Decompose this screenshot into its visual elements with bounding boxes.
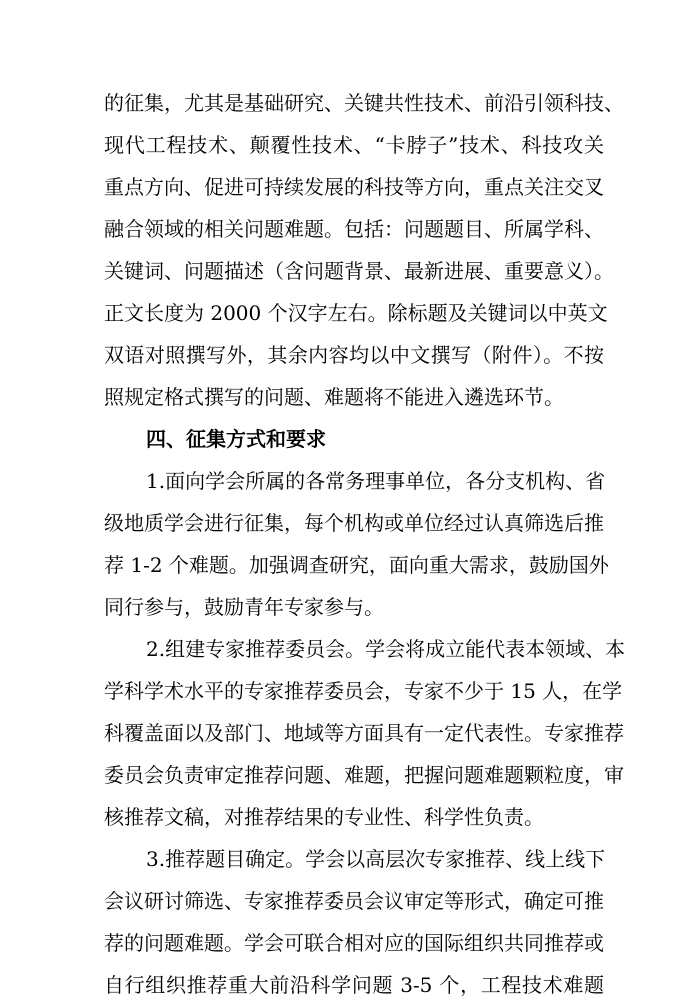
body-text-line: 级地质学会进行征集，每个机构或单位经过认真筛选后推 — [104, 511, 604, 535]
body-text-line: 荐 1-2 个难题。加强调查研究，面向重大需求，鼓励国外 — [104, 553, 609, 577]
body-text-line: 会议研讨筛选、专家推荐委员会议审定等形式，确定可推 — [104, 889, 604, 913]
body-text-line: 的征集，尤其是基础研究、关键共性技术、前沿引领科技、 — [104, 91, 624, 115]
body-text-line: 双语对照撰写外，其余内容均以中文撰写（附件）。不按 — [104, 343, 604, 367]
body-text-line: 核推荐文稿，对推荐结果的专业性、科学性负责。 — [104, 805, 544, 829]
body-text-line: 委员会负责审定推荐问题、难题，把握问题难题颗粒度，审 — [104, 763, 624, 787]
body-text-line: 融合领域的相关问题难题。包括：问题题目、所属学科、 — [104, 217, 604, 241]
body-text-line: 关键词、问题描述（含问题背景、最新进展、重要意义）。 — [104, 259, 614, 283]
body-text-line: 1.面向学会所属的各常务理事单位，各分支机构、省 — [146, 469, 606, 493]
body-text-line: 2.组建专家推荐委员会。学会将成立能代表本领域、本 — [146, 637, 626, 661]
body-text-line: 科覆盖面以及部门、地域等方面具有一定代表性。专家推荐 — [104, 721, 624, 745]
body-text-line: 自行组织推荐重大前沿科学问题 3-5 个，工程技术难题 — [104, 973, 604, 997]
body-text-line: 现代工程技术、颠覆性技术、“卡脖子”技术、科技攻关 — [104, 133, 604, 157]
body-text-line: 荐的问题难题。学会可联合相对应的国际组织共同推荐或 — [104, 931, 604, 955]
body-text-line: 同行参与，鼓励青年专家参与。 — [104, 595, 384, 619]
body-text-line: 重点方向、促进可持续发展的科技等方向，重点关注交叉 — [104, 175, 604, 199]
body-text-line: 3.推荐题目确定。学会以高层次专家推荐、线上线下 — [146, 847, 606, 871]
body-text-line: 学科学术水平的专家推荐委员会，专家不少于 15 人，在学 — [104, 679, 623, 703]
body-text-line: 正文长度为 2000 个汉字左右。除标题及关键词以中英文 — [104, 301, 608, 325]
body-text-line: 照规定格式撰写的问题、难题将不能进入遴选环节。 — [104, 385, 564, 409]
section-heading: 四、征集方式和要求 — [146, 427, 326, 451]
